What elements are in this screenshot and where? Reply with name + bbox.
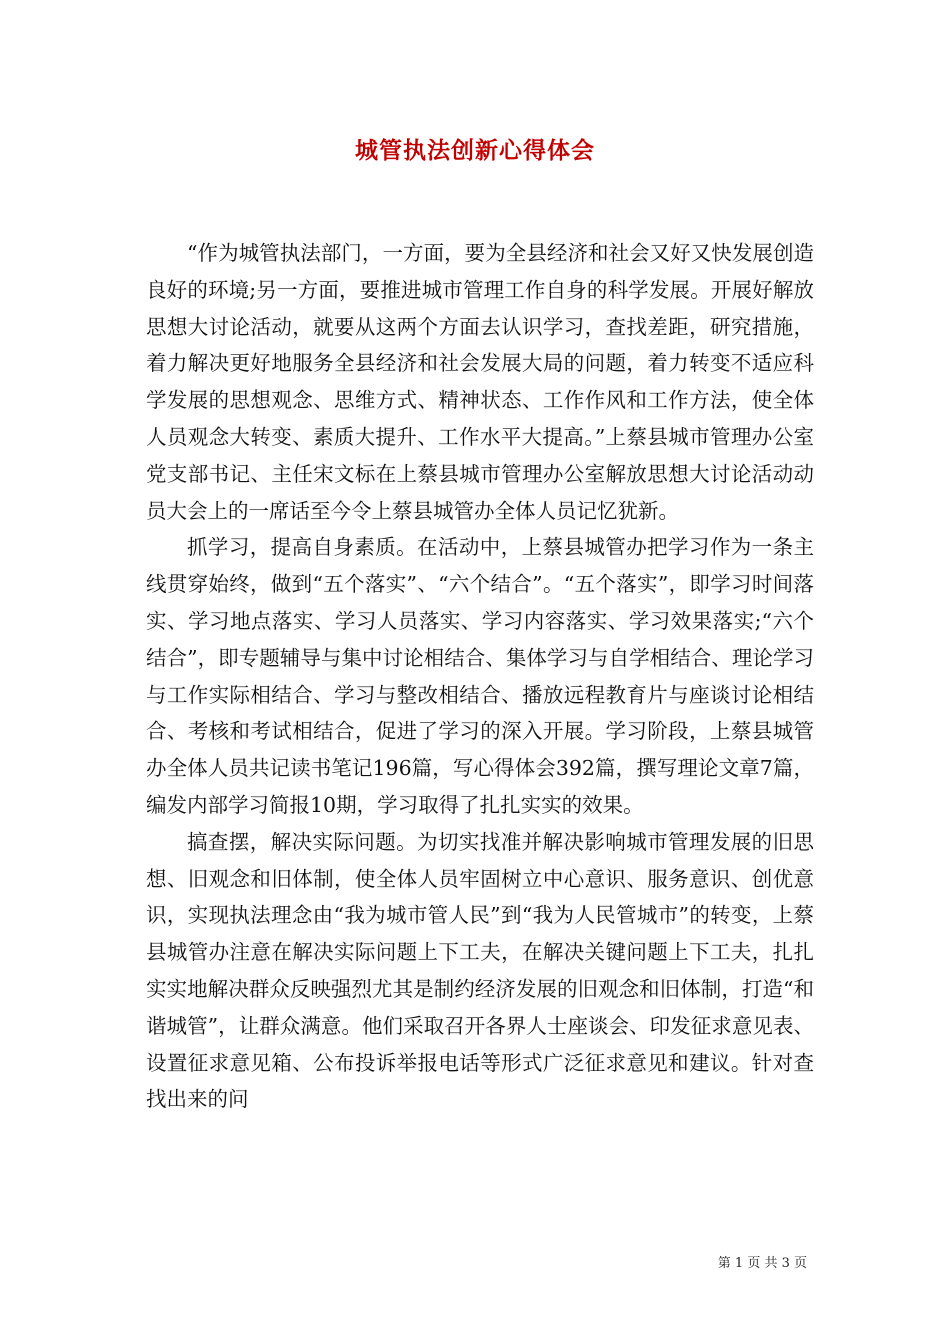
paragraph: 抓学习，提高自身素质。在活动中，上蔡县城管办把学习作为一条主线贯穿始终，做到“五个落实”、“六个结合”。“五个落实”，即学习时间落实、学习地点落实、学习人员落实、学习内容落实、学习效果落实;“六个结合”，即专题辅导与集中讨论相结合、集体学习与自学相结合、理论学习与工作实际相结合、学习与整改相结合、播放远程教育片与座谈讨论相结合、考核和考试相结合，促进了学习的深入开展。学习阶段，上蔡县城管办全体人员共记读书笔记196篇，写心得体会392篇，撰写理论文章7篇，编发内部学习简报10期，学习取得了扎扎实实的效果。 [146, 535, 814, 817]
page-number: 第 1 页 共 3 页 [717, 1256, 807, 1271]
document-body [146, 235, 814, 1118]
paragraph: “作为城管执法部门，一方面，要为全县经济和社会又好又快发展创造良好的环境;另一方面，要推进城市管理工作自身的科学发展。开展好解放思想大讨论活动，就要从这两个方面去认识学习，查找差距，研究措施，着力解决更好地服务全县经济和社会发展大局的问题，着力转变不适应科学发展的思想观念、思维方式、精神状态、工作作风和工作方法，使全体人员观念大转变、素质大提升、工作水平大提高。”上蔡县城市管理办公室党支部书记、主任宋文标在上蔡县城市管理办公室解放思想大讨论活动动员大会上的一席话至今令上蔡县城管办全体人员记忆犹新。 [146, 241, 814, 523]
document-title: 城管执法创新心得体会 [355, 137, 595, 164]
paragraph: 搞查摆，解决实际问题。为切实找准并解决影响城市管理发展的旧思想、旧观念和旧体制，使全体人员牢固树立中心意识、服务意识、创优意识，实现执法理念由“我为城市管人民”到“我为人民管城市”的转变，上蔡县城管办注意在解决实际问题上下工夫，在解决关键问题上下工夫，扎扎实实地解决群众反映强烈尤其是制约经济发展的旧观念和旧体制，打造“和谐城管”，让群众满意。他们采取召开各界人士座谈会、印发征求意见表、设置征求意见箱、公布投诉举报电话等形式广泛征求意见和建议。针对查找出来的问 [146, 829, 814, 1112]
